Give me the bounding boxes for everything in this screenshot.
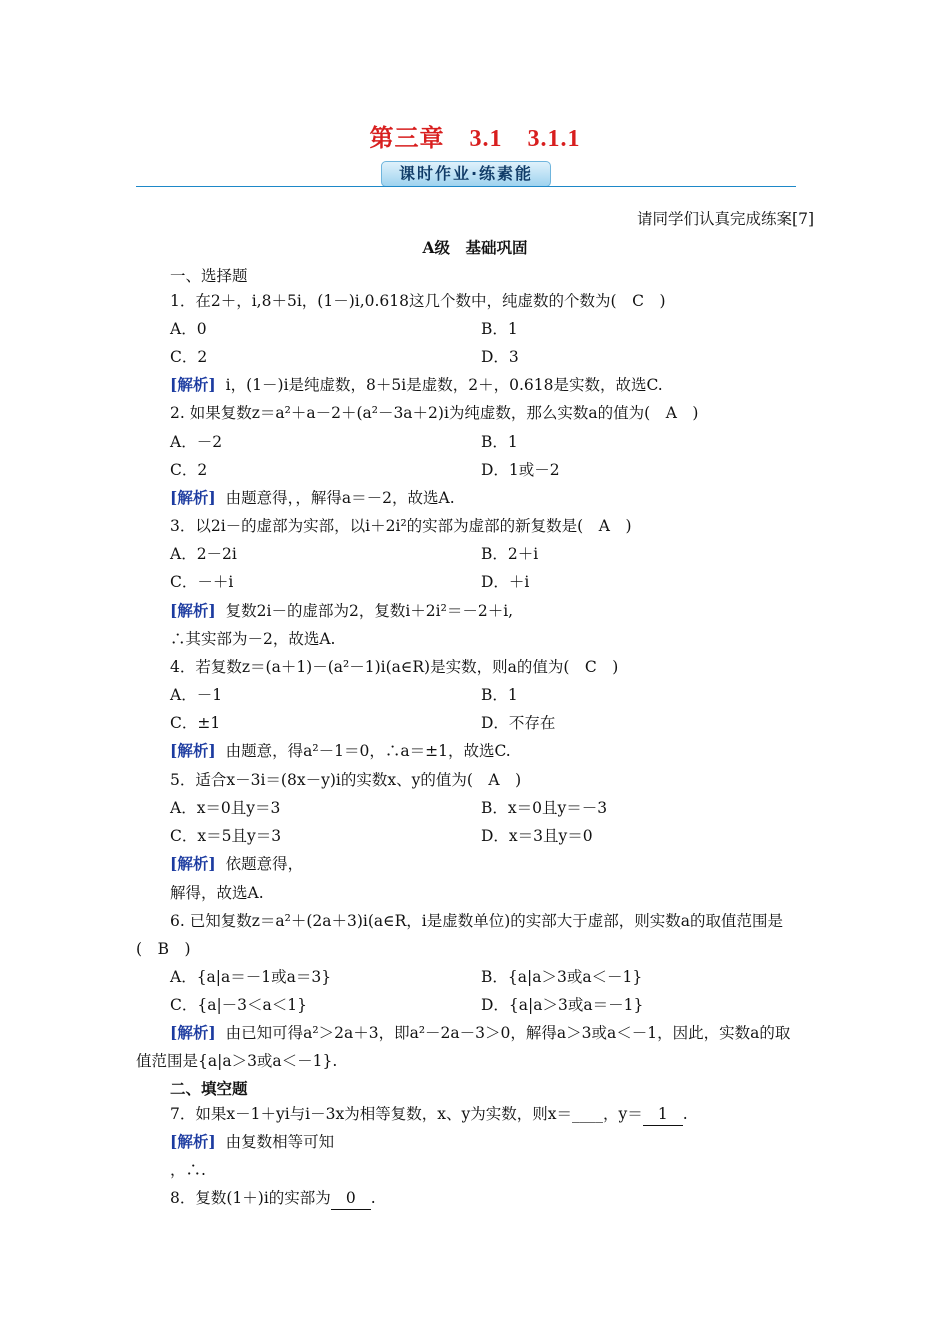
q4-analysis: [解析] 由题意，得a²－1＝0，∴a＝±1，故选C. xyxy=(170,741,511,760)
q1-option-b: B．1 xyxy=(481,320,518,338)
q2-option-d: D．1或－2 xyxy=(481,461,560,479)
question-4: 4．若复数z＝(a＋1)－(a²－1)i(a∈R)是实数，则a的值为( C ) xyxy=(170,658,619,676)
q1-option-a: A．0 xyxy=(170,320,207,338)
answer-8: 0 xyxy=(331,1187,371,1210)
q5-option-c: C．x＝5且y＝3 xyxy=(170,827,282,845)
question-6: 6. 已知复数z＝a²＋(2a＋3)i(a∈R，i是虚数单位)的实部大于虚部，则实数a的取值范围是 xyxy=(170,912,784,930)
q3-option-d: D．＋i xyxy=(481,573,530,591)
answer-4: C xyxy=(584,658,597,676)
question-5: 5．适合x－3i＝(8x－y)i的实数x、y的值为( A ) xyxy=(170,771,522,789)
analysis-label: [解析] xyxy=(170,1023,216,1042)
question-8: 8．复数(1＋)i的实部为 0 . xyxy=(170,1187,376,1210)
homework-badge: 课时作业·练素能 xyxy=(381,161,551,187)
q3-analysis-cont: ∴其实部为－2，故选A. xyxy=(170,630,336,648)
question-3: 3．以2i－的虚部为实部，以i＋2i²的实部为虚部的新复数是( A ) xyxy=(170,517,632,535)
practice-note: 请同学们认真完成练案[7] xyxy=(637,210,814,228)
q4-option-c: C．±1 xyxy=(170,714,221,732)
q6-analysis: [解析] 由已知可得a²＞2a＋3，即a²－2a－3＞0，解得a＞3或a＜－1，因此，实数a的取 xyxy=(170,1023,791,1042)
q3-analysis: [解析] 复数2i－的虚部为2，复数i＋2i²＝－2＋i, xyxy=(170,601,514,620)
q2-analysis: [解析] 由题意得，，解得a＝－2，故选A. xyxy=(170,488,455,507)
question-7: 7．如果x－1＋yi与i－3x为相等复数，x、y为实数，则x＝____，y＝ 1 . xyxy=(170,1103,688,1126)
question-2: 2. 如果复数z＝a²＋a－2＋(a²－3a＋2)i为纯虚数，那么实数a的值为( A ) xyxy=(170,404,699,422)
q6-analysis-cont: 值范围是{a|a＞3或a＜－1}. xyxy=(136,1052,338,1070)
q3-option-c: C．－＋i xyxy=(170,573,234,591)
q5-analysis: [解析] 依题意得， xyxy=(170,854,304,873)
q2-option-c: C．2 xyxy=(170,461,208,479)
analysis-label: [解析] xyxy=(170,601,216,620)
q4-option-d: D．不存在 xyxy=(481,714,556,732)
answer-3: A xyxy=(598,517,610,535)
q5-analysis-cont: 解得，故选A. xyxy=(170,884,264,902)
q1-option-c: C．2 xyxy=(170,348,208,366)
analysis-label: [解析] xyxy=(170,375,216,394)
q3-option-a: A．2－2i xyxy=(170,545,237,563)
q4-option-b: B．1 xyxy=(481,686,518,704)
level-title: A级 基础巩固 xyxy=(422,238,528,257)
q1-analysis: [解析] i，(1－)i是纯虚数，8＋5i是虚数，2＋，0.618是实数，故选C. xyxy=(170,375,663,394)
chapter-title: 第三章 3.1 3.1.1 xyxy=(369,126,581,152)
q5-option-d: D．x＝3且y＝0 xyxy=(481,827,593,845)
answer-1: C xyxy=(632,292,644,310)
analysis-label: [解析] xyxy=(170,854,216,873)
header-rule xyxy=(136,186,796,187)
q5-option-a: A．x＝0且y＝3 xyxy=(170,799,281,817)
q5-option-b: B．x＝0且y＝－3 xyxy=(481,799,608,817)
answer-5: A xyxy=(488,771,500,789)
answer-6: B xyxy=(157,940,169,958)
answer-7-y: 1 xyxy=(643,1103,683,1126)
analysis-label: [解析] xyxy=(170,741,216,760)
q3-option-b: B．2＋i xyxy=(481,545,539,563)
q6-option-c: C．{a|－3＜a＜1} xyxy=(170,996,308,1014)
q2-option-a: A．－2 xyxy=(170,433,223,451)
section-fill: 二、填空题 xyxy=(170,1079,248,1098)
q6-option-a: A．{a|a＝－1或a＝3} xyxy=(170,968,332,986)
analysis-label: [解析] xyxy=(170,488,216,507)
analysis-label: [解析] xyxy=(170,1132,216,1151)
question-1: 1．在2＋，i,8＋5i，(1－)i,0.618这几个数中，纯虚数的个数为( C ) xyxy=(170,292,666,310)
q6-option-d: D．{a|a＞3或a＝－1} xyxy=(481,996,644,1014)
question-6-cont: ( B ) xyxy=(136,940,191,958)
q4-option-a: A．－1 xyxy=(170,686,223,704)
answer-2: A xyxy=(665,404,677,422)
q1-option-d: D．3 xyxy=(481,348,519,366)
q2-option-b: B．1 xyxy=(481,433,518,451)
q6-option-b: B．{a|a＞3或a＜－1} xyxy=(481,968,643,986)
q7-analysis: [解析] 由复数相等可知 xyxy=(170,1132,335,1151)
q7-analysis-cont: ，∴. xyxy=(170,1161,206,1179)
blank-x: ____ xyxy=(571,1105,603,1123)
section-choice: 一、选择题 xyxy=(170,267,248,285)
